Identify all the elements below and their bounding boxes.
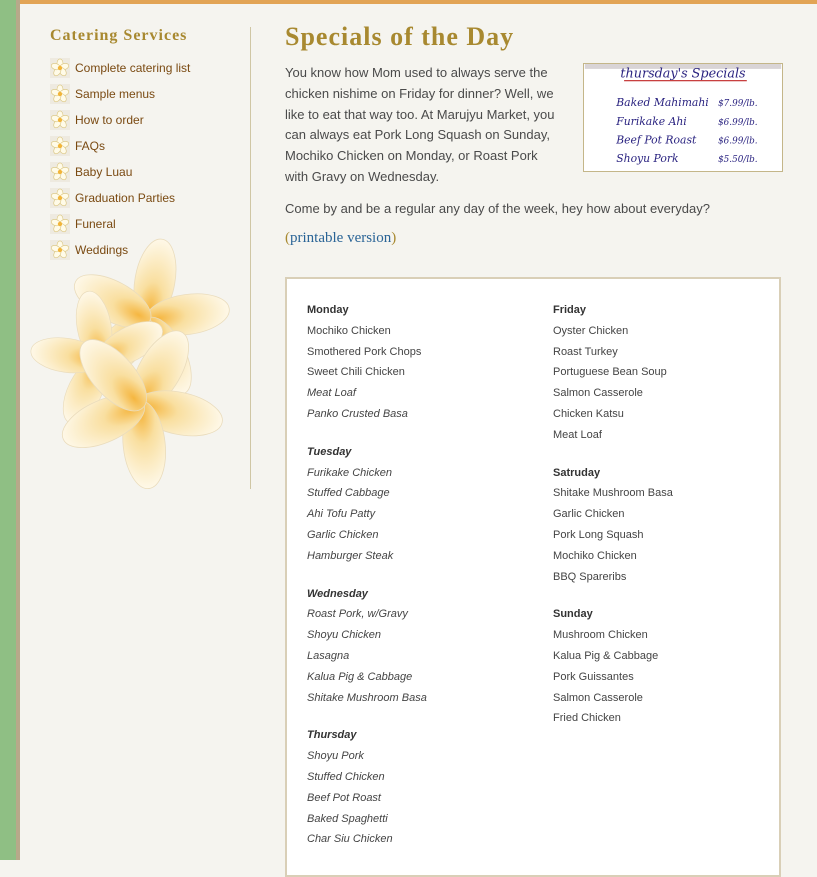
sidebar-item-label: How to order <box>75 113 144 127</box>
day-heading: Friday <box>553 304 587 316</box>
board-item-price: $6.99/lb. <box>718 136 758 147</box>
dish-item: Char Siu Chicken <box>307 833 393 846</box>
plumeria-bullet-icon <box>50 84 70 104</box>
dish-item: Chicken Katsu <box>553 407 624 420</box>
come-by-paragraph: Come by and be a regular any day of the week, hey how about everyday? <box>285 200 710 216</box>
board-item-price: $5.50/lb. <box>718 155 758 166</box>
sidebar-item-label: Graduation Parties <box>75 191 176 205</box>
board-item-price: $7.99/lb. <box>718 99 758 110</box>
sidebar-item-how-to-order[interactable] <box>50 107 250 133</box>
dish-item: Pork Long Squash <box>553 528 644 541</box>
sidebar-item-label: Baby Luau <box>75 165 133 179</box>
dish-item: Garlic Chicken <box>307 528 379 541</box>
dish-item: Shoyu Pork <box>307 750 364 763</box>
plumeria-bullet-icon <box>50 136 70 156</box>
dish-item: Salmon Casserole <box>553 691 643 704</box>
dish-item: BBQ Spareribs <box>553 570 627 583</box>
board-item-name: Beef Pot Roast <box>616 133 697 147</box>
plumeria-bullet-icon <box>50 188 70 208</box>
dish-item: Fried Chicken <box>553 712 621 725</box>
day-block-satruday <box>553 463 773 588</box>
day-heading: Sunday <box>553 608 593 621</box>
weekly-menu-box <box>285 277 781 877</box>
dish-item: Smothered Pork Chops <box>307 345 422 358</box>
dish-item: Garlic Chicken <box>553 508 625 521</box>
board-item-price: $6.99/lb. <box>718 117 758 128</box>
dish-item: Salmon Casserole <box>553 387 643 400</box>
plumeria-bullet-icon <box>50 110 70 130</box>
dish-item: Mushroom Chicken <box>553 629 648 642</box>
day-block-thursday <box>307 725 537 850</box>
dish-item: Roast Turkey <box>553 345 618 358</box>
dish-item: Shoyu Chicken <box>307 629 381 642</box>
main-content <box>285 22 785 247</box>
dish-item: Hamburger Steak <box>307 549 394 562</box>
sidebar-item-label: Funeral <box>75 217 116 231</box>
board-title: thursday's Specials <box>620 66 746 82</box>
page-title: Specials of the Day <box>285 22 515 51</box>
plumeria-bullet-icon <box>50 214 70 234</box>
left-border-stripe <box>0 0 16 860</box>
paren-open: ( <box>285 229 290 246</box>
board-item-name: Furikake Ahi <box>616 114 687 128</box>
dish-item: Pork Guissantes <box>553 670 634 683</box>
board-item-name: Baked Mahimahi <box>616 96 709 110</box>
top-accent-bar <box>20 0 817 4</box>
intro-paragraph: You know how Mom used to always serve the chicken nishime on Friday for dinner? Well, we like to eat that way too. At Marujyu Market, you can always eat Pork Long Squash on Sunday, Mochiko Chicken on Monday, or Roast Pork with Gravy on Wednesday. <box>285 65 555 184</box>
sidebar-divider <box>250 27 251 489</box>
day-heading: Thursday <box>307 729 357 742</box>
sidebar-item-complete-catering-list[interactable] <box>50 55 250 81</box>
printable-version <box>285 230 785 247</box>
sidebar-item-label: Sample menus <box>75 87 156 101</box>
dish-item: Sweet Chili Chicken <box>307 366 405 379</box>
day-heading: Wednesday <box>307 587 368 600</box>
dish-item: Meat Loaf <box>307 387 356 400</box>
specials-board-image <box>583 63 783 172</box>
board-item-name: Shoyu Pork <box>616 152 679 166</box>
sidebar-item-label: Weddings <box>75 243 129 257</box>
dish-item: Stuffed Chicken <box>307 770 385 783</box>
day-block-tuesday <box>307 442 537 567</box>
dish-item: Baked Spaghetti <box>307 812 388 825</box>
dish-item: Oyster Chicken <box>553 324 629 337</box>
plumeria-bullet-icon <box>50 162 70 182</box>
sidebar-item-sample-menus[interactable] <box>50 81 250 107</box>
day-block-monday <box>307 300 537 425</box>
dish-item: Roast Pork, w/Gravy <box>307 608 408 621</box>
plumeria-bullet-icon <box>50 58 70 78</box>
dish-item: Mochiko Chicken <box>553 549 637 562</box>
dish-item: Ahi Tofu Patty <box>307 508 376 521</box>
dish-item: Portuguese Bean Soup <box>553 366 667 379</box>
dish-item: Mochiko Chicken <box>307 324 391 337</box>
paren-close: ) <box>391 229 397 246</box>
menu-column-right <box>553 300 773 746</box>
sidebar-item-baby-luau[interactable] <box>50 159 250 185</box>
dish-item: Panko Crusted Basa <box>307 407 408 420</box>
dish-item: Meat Loaf <box>553 428 602 441</box>
dish-item: Lasagna <box>307 649 350 662</box>
day-block-friday <box>553 300 773 446</box>
menu-column-left <box>307 300 537 867</box>
day-block-wednesday <box>307 584 537 709</box>
plumeria-flowers-icon <box>30 235 230 495</box>
dish-item: Shitake Mushroom Basa <box>307 691 427 704</box>
dish-item: Furikake Chicken <box>307 466 392 479</box>
sidebar-item-label: Complete catering list <box>75 61 191 75</box>
sidebar-item-label: FAQs <box>75 139 106 153</box>
dish-item: Kalua Pig & Cabbage <box>553 649 659 662</box>
left-border-accent <box>16 0 20 860</box>
sidebar-item-faqs[interactable] <box>50 133 250 159</box>
sidebar <box>50 27 250 263</box>
day-heading: Monday <box>307 304 349 316</box>
sidebar-menu <box>50 55 250 263</box>
dish-item: Kalua Pig & Cabbage <box>307 670 413 683</box>
sidebar-item-funeral[interactable] <box>50 211 250 237</box>
sidebar-item-graduation-parties[interactable] <box>50 185 250 211</box>
day-block-sunday <box>553 604 773 729</box>
day-heading: Tuesday <box>307 445 352 458</box>
day-heading: Satruday <box>553 466 601 479</box>
dish-item: Shitake Mushroom Basa <box>553 487 673 500</box>
dish-item: Stuffed Cabbage <box>307 487 390 500</box>
dish-item: Beef Pot Roast <box>307 791 381 804</box>
printable-version-link[interactable]: printable version <box>290 229 392 246</box>
sidebar-title: Catering Services <box>50 27 188 44</box>
